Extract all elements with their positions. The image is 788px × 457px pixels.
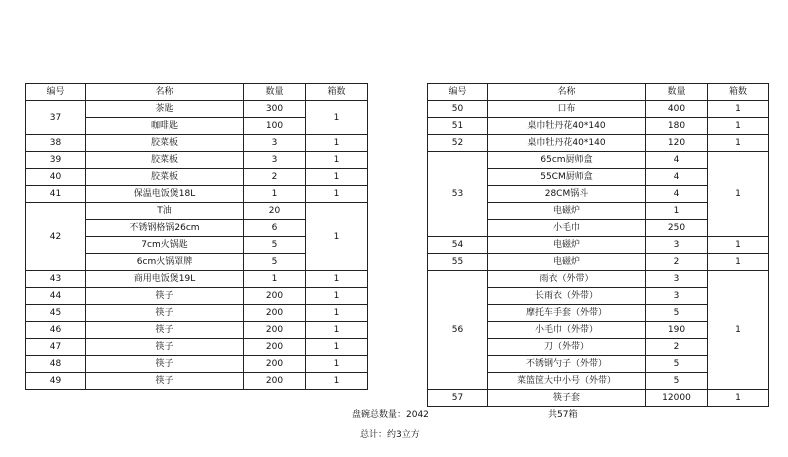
cell-name: 雨衣（外带） bbox=[488, 271, 646, 288]
cell-qty: 200 bbox=[244, 322, 306, 339]
cell-name: 保温电饭煲18L bbox=[86, 186, 244, 203]
cell-no: 56 bbox=[428, 271, 488, 390]
table-row bbox=[26, 271, 368, 288]
cell-qty: 120 bbox=[646, 135, 708, 152]
cell-no: 51 bbox=[428, 118, 488, 135]
cell-no: 49 bbox=[26, 373, 86, 390]
cell-boxes: 1 bbox=[306, 288, 368, 305]
cell-qty: 3 bbox=[646, 237, 708, 254]
header-qty: 数量 bbox=[646, 84, 708, 101]
cell-name: 商用电饭煲19L bbox=[86, 271, 244, 288]
cell-qty: 2 bbox=[646, 339, 708, 356]
cell-name: 桌巾牡丹花40*140 bbox=[488, 135, 646, 152]
cell-name: 刀（外带） bbox=[488, 339, 646, 356]
header-boxes: 箱数 bbox=[708, 84, 769, 101]
cell-boxes: 1 bbox=[306, 373, 368, 390]
right-table-body bbox=[428, 101, 769, 407]
header-boxes: 箱数 bbox=[306, 84, 368, 101]
cell-qty: 4 bbox=[646, 186, 708, 203]
cell-qty: 300 bbox=[244, 101, 306, 118]
cell-no: 42 bbox=[26, 203, 86, 271]
table-row bbox=[428, 390, 769, 407]
cell-no: 52 bbox=[428, 135, 488, 152]
cell-name: 28CM锅斗 bbox=[488, 186, 646, 203]
table-row bbox=[26, 186, 368, 203]
cell-name: T油 bbox=[86, 203, 244, 220]
box-count-text: 共57箱 bbox=[548, 410, 578, 420]
cell-name: 口布 bbox=[488, 101, 646, 118]
cell-name: 65cm厨师盒 bbox=[488, 152, 646, 169]
header-qty: 数量 bbox=[244, 84, 306, 101]
cell-qty: 190 bbox=[646, 322, 708, 339]
table-row bbox=[26, 101, 368, 118]
cell-qty: 5 bbox=[646, 305, 708, 322]
cell-no: 55 bbox=[428, 254, 488, 271]
cell-qty: 1 bbox=[244, 271, 306, 288]
cell-qty: 200 bbox=[244, 339, 306, 356]
cell-boxes: 1 bbox=[306, 271, 368, 288]
cell-qty: 4 bbox=[646, 152, 708, 169]
cell-name: 电磁炉 bbox=[488, 237, 646, 254]
cell-boxes: 1 bbox=[708, 101, 769, 118]
table-row bbox=[428, 152, 769, 169]
cell-qty: 1 bbox=[646, 203, 708, 220]
cell-name: 筷子 bbox=[86, 356, 244, 373]
cell-boxes: 1 bbox=[306, 186, 368, 203]
cell-name: 6cm火锅罩牌 bbox=[86, 254, 244, 271]
left-table-body bbox=[26, 101, 368, 390]
cell-no: 50 bbox=[428, 101, 488, 118]
cell-boxes: 1 bbox=[306, 339, 368, 356]
cell-boxes: 1 bbox=[306, 135, 368, 152]
cell-no: 44 bbox=[26, 288, 86, 305]
cell-no: 41 bbox=[26, 186, 86, 203]
cell-name: 小毛巾（外带） bbox=[488, 322, 646, 339]
cell-qty: 3 bbox=[646, 271, 708, 288]
cell-name: 菜篮筐大中小号（外带） bbox=[488, 373, 646, 390]
cell-no: 46 bbox=[26, 322, 86, 339]
cell-qty: 5 bbox=[646, 373, 708, 390]
cell-name: 筷子 bbox=[86, 322, 244, 339]
cell-qty: 6 bbox=[244, 220, 306, 237]
table-row bbox=[428, 101, 769, 118]
cell-name: 筷子 bbox=[86, 339, 244, 356]
cell-qty: 1 bbox=[244, 186, 306, 203]
cell-qty: 250 bbox=[646, 220, 708, 237]
cell-qty: 200 bbox=[244, 373, 306, 390]
cell-name: 胶菜板 bbox=[86, 169, 244, 186]
cell-qty: 5 bbox=[646, 356, 708, 373]
table-row bbox=[26, 305, 368, 322]
cell-name: 筷子套 bbox=[488, 390, 646, 407]
cell-name: 筷子 bbox=[86, 373, 244, 390]
cell-qty: 180 bbox=[646, 118, 708, 135]
left-inventory-table bbox=[25, 83, 368, 390]
cell-no: 43 bbox=[26, 271, 86, 288]
header-no: 编号 bbox=[428, 84, 488, 101]
cell-boxes: 1 bbox=[708, 390, 769, 407]
cell-boxes: 1 bbox=[708, 135, 769, 152]
cell-no: 57 bbox=[428, 390, 488, 407]
header-no: 编号 bbox=[26, 84, 86, 101]
cell-name: 筷子 bbox=[86, 288, 244, 305]
cell-name: 胶菜板 bbox=[86, 135, 244, 152]
cell-name: 不锈钢勺子（外带） bbox=[488, 356, 646, 373]
cell-name: 胶菜板 bbox=[86, 152, 244, 169]
cell-name: 7cm火锅匙 bbox=[86, 237, 244, 254]
table-row bbox=[26, 169, 368, 186]
cell-name: 桌巾牡丹花40*140 bbox=[488, 118, 646, 135]
cell-qty: 3 bbox=[646, 288, 708, 305]
cell-boxes: 1 bbox=[306, 101, 368, 135]
table-row bbox=[26, 203, 368, 220]
table-row bbox=[26, 322, 368, 339]
cell-boxes: 1 bbox=[708, 152, 769, 237]
cell-boxes: 1 bbox=[708, 118, 769, 135]
cell-qty: 3 bbox=[244, 135, 306, 152]
cell-name: 咖啡匙 bbox=[86, 118, 244, 135]
total-count-text: 盘碗总数量：2042 bbox=[352, 410, 429, 420]
table-row bbox=[26, 135, 368, 152]
cell-qty: 200 bbox=[244, 288, 306, 305]
cell-boxes: 1 bbox=[306, 305, 368, 322]
cell-name: 茶匙 bbox=[86, 101, 244, 118]
table-row bbox=[26, 356, 368, 373]
cell-no: 45 bbox=[26, 305, 86, 322]
header-name: 名称 bbox=[86, 84, 244, 101]
table-row bbox=[428, 135, 769, 152]
cell-qty: 100 bbox=[244, 118, 306, 135]
cell-no: 54 bbox=[428, 237, 488, 254]
cell-boxes: 1 bbox=[708, 237, 769, 254]
cell-qty: 3 bbox=[244, 152, 306, 169]
table-row bbox=[26, 373, 368, 390]
cell-name: 长雨衣（外带） bbox=[488, 288, 646, 305]
cell-boxes: 1 bbox=[708, 271, 769, 390]
table-row bbox=[428, 118, 769, 135]
header-row bbox=[428, 84, 769, 101]
table-row bbox=[26, 288, 368, 305]
cell-qty: 2 bbox=[244, 169, 306, 186]
cell-qty: 200 bbox=[244, 356, 306, 373]
cell-name: 摩托车手套（外带） bbox=[488, 305, 646, 322]
cell-name: 55CM厨师盒 bbox=[488, 169, 646, 186]
cell-qty: 20 bbox=[244, 203, 306, 220]
cell-name: 小毛巾 bbox=[488, 220, 646, 237]
cell-name: 筷子 bbox=[86, 305, 244, 322]
cell-qty: 400 bbox=[646, 101, 708, 118]
header-row bbox=[26, 84, 368, 101]
cell-boxes: 1 bbox=[306, 203, 368, 271]
table-row bbox=[26, 152, 368, 169]
table-row bbox=[428, 271, 769, 288]
cell-boxes: 1 bbox=[306, 356, 368, 373]
cell-no: 40 bbox=[26, 169, 86, 186]
right-inventory-table bbox=[427, 83, 769, 407]
cell-no: 39 bbox=[26, 152, 86, 169]
cell-boxes: 1 bbox=[306, 152, 368, 169]
table-row bbox=[26, 339, 368, 356]
table-row bbox=[428, 254, 769, 271]
cell-no: 47 bbox=[26, 339, 86, 356]
cell-boxes: 1 bbox=[306, 169, 368, 186]
cell-qty: 5 bbox=[244, 237, 306, 254]
cell-no: 48 bbox=[26, 356, 86, 373]
cell-qty: 4 bbox=[646, 169, 708, 186]
cell-name: 电磁炉 bbox=[488, 254, 646, 271]
cell-name: 电磁炉 bbox=[488, 203, 646, 220]
cell-boxes: 1 bbox=[306, 322, 368, 339]
cell-qty: 200 bbox=[244, 305, 306, 322]
cell-no: 37 bbox=[26, 101, 86, 135]
cell-boxes: 1 bbox=[708, 254, 769, 271]
table-row bbox=[428, 237, 769, 254]
cell-name: 不锈钢格锅26cm bbox=[86, 220, 244, 237]
volume-text: 总计：约3立方 bbox=[360, 430, 420, 440]
header-name: 名称 bbox=[488, 84, 646, 101]
cell-no: 53 bbox=[428, 152, 488, 237]
cell-qty: 12000 bbox=[646, 390, 708, 407]
cell-no: 38 bbox=[26, 135, 86, 152]
cell-qty: 2 bbox=[646, 254, 708, 271]
cell-qty: 5 bbox=[244, 254, 306, 271]
